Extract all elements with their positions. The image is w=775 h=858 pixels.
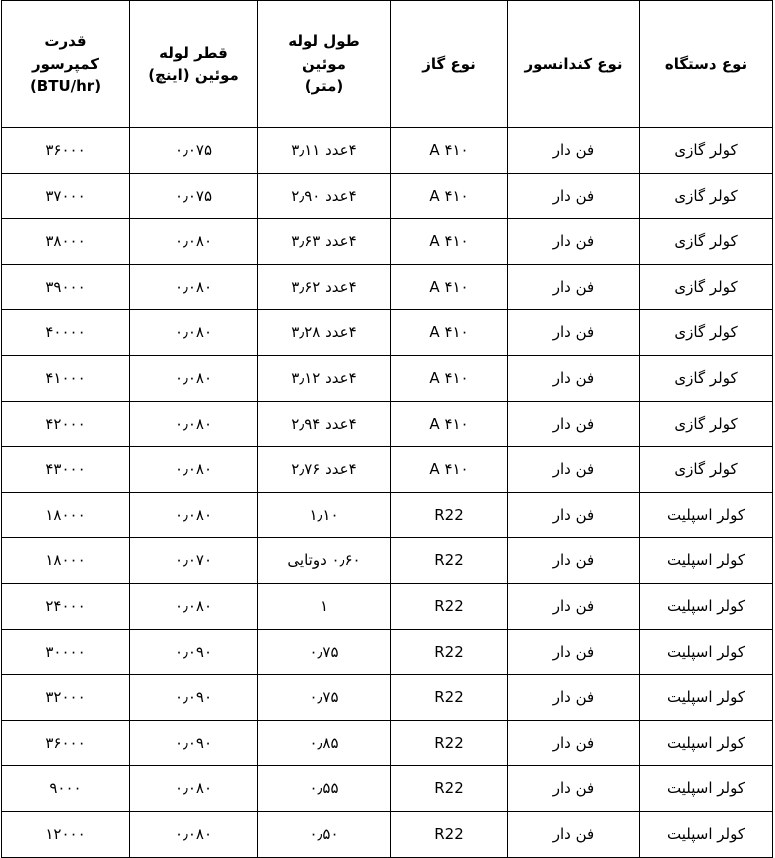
table-cell: فن دار xyxy=(508,310,640,356)
table-cell: کولر اسپلیت xyxy=(640,766,773,812)
column-header-line: طول لوله xyxy=(288,32,360,51)
table-row xyxy=(2,583,773,629)
table-cell: ۴عدد ۲٫۷۶ xyxy=(258,447,391,493)
table-cell: ۳۷۰۰۰ xyxy=(2,173,130,219)
table-cell: ۹۰۰۰ xyxy=(2,766,130,812)
table-cell: ۱۸۰۰۰ xyxy=(2,538,130,584)
table-cell: ۴۱۰ A xyxy=(391,128,508,174)
table-cell: ۴۱۰ A xyxy=(391,447,508,493)
table-cell: کولر گازی xyxy=(640,219,773,265)
table-cell: ۰٫۰۸۰ xyxy=(130,766,258,812)
table-cell: ۰٫۰۸۰ xyxy=(130,219,258,265)
table-header xyxy=(2,1,773,128)
table-cell: ۰٫۰۸۰ xyxy=(130,264,258,310)
table-row xyxy=(2,219,773,265)
table-cell: فن دار xyxy=(508,629,640,675)
table-cell: ۴۱۰ A xyxy=(391,355,508,401)
table-cell: فن دار xyxy=(508,401,640,447)
table-cell: کولر اسپلیت xyxy=(640,492,773,538)
column-header-line: قدرت xyxy=(44,32,87,51)
table-row xyxy=(2,492,773,538)
table-cell: فن دار xyxy=(508,492,640,538)
table-cell: ۰٫۰۸۰ xyxy=(130,447,258,493)
table-cell: فن دار xyxy=(508,355,640,401)
table-cell: ۳۹۰۰۰ xyxy=(2,264,130,310)
table-cell: ۴۱۰ A xyxy=(391,264,508,310)
column-header-1 xyxy=(508,1,640,128)
table-cell: R22 xyxy=(391,583,508,629)
table-cell: ۰٫۰۸۰ xyxy=(130,401,258,447)
column-header-line: نوع کندانسور xyxy=(524,54,623,73)
table-cell: کولر گازی xyxy=(640,173,773,219)
table-cell: ۴۱۰۰۰ xyxy=(2,355,130,401)
column-header-line: نوع گاز xyxy=(422,54,476,73)
table-cell: ۴عدد ۳٫۲۸ xyxy=(258,310,391,356)
table-cell: ۳۰۰۰۰ xyxy=(2,629,130,675)
column-header-line: موئین (اینچ) xyxy=(148,66,239,84)
table-cell: ۱۸۰۰۰ xyxy=(2,492,130,538)
table-cell: کولر گازی xyxy=(640,264,773,310)
table-cell: ۰٫۰۹۰ xyxy=(130,629,258,675)
table-cell: ۴عدد ۳٫۱۲ xyxy=(258,355,391,401)
column-header-line: (BTU/hr) xyxy=(29,77,102,96)
table-cell: کولر اسپلیت xyxy=(640,720,773,766)
table-cell: ۴عدد ۳٫۱۱ xyxy=(258,128,391,174)
table-cell: کولر اسپلیت xyxy=(640,538,773,584)
table-cell: فن دار xyxy=(508,219,640,265)
table-cell: ۰٫۵۵ xyxy=(258,766,391,812)
table-cell: ۴۱۰ A xyxy=(391,219,508,265)
table-cell: فن دار xyxy=(508,128,640,174)
table-row xyxy=(2,264,773,310)
table-cell: کولر گازی xyxy=(640,401,773,447)
column-header-line: قطر لوله xyxy=(159,43,228,62)
table-cell: ۰٫۰۸۰ xyxy=(130,811,258,857)
column-header-2 xyxy=(391,1,508,128)
table-cell: فن دار xyxy=(508,720,640,766)
table-row xyxy=(2,310,773,356)
table-cell: ۴عدد ۲٫۹۰ xyxy=(258,173,391,219)
table-cell: ۴۱۰ A xyxy=(391,401,508,447)
table-cell: ۰٫۰۹۰ xyxy=(130,720,258,766)
table-body xyxy=(2,128,773,858)
table-cell: ۴۲۰۰۰ xyxy=(2,401,130,447)
table-cell: فن دار xyxy=(508,583,640,629)
table-cell: R22 xyxy=(391,629,508,675)
table-row xyxy=(2,447,773,493)
table-cell: R22 xyxy=(391,766,508,812)
table-cell: ۰٫۷۵ xyxy=(258,675,391,721)
table-cell: R22 xyxy=(391,538,508,584)
column-header-0 xyxy=(640,1,773,128)
table-cell: فن دار xyxy=(508,811,640,857)
table-cell: ۴۰۰۰۰ xyxy=(2,310,130,356)
table-cell: کولر اسپلیت xyxy=(640,811,773,857)
table-cell: ۰٫۰۸۰ xyxy=(130,310,258,356)
table-cell: فن دار xyxy=(508,766,640,812)
table-cell: فن دار xyxy=(508,264,640,310)
table-cell: کولر گازی xyxy=(640,310,773,356)
table-row xyxy=(2,675,773,721)
column-header-line: (متر) xyxy=(304,77,344,96)
table-cell: ۰٫۰۸۰ xyxy=(130,492,258,538)
capillary-tube-spec-table xyxy=(1,0,773,858)
table-cell: کولر اسپلیت xyxy=(640,629,773,675)
table-cell: ۳۶۰۰۰ xyxy=(2,128,130,174)
table-cell: ۳۲۰۰۰ xyxy=(2,675,130,721)
table-cell: ۴۳۰۰۰ xyxy=(2,447,130,493)
table-cell: ۰٫۰۷۰ xyxy=(130,538,258,584)
table-row xyxy=(2,811,773,857)
table-cell: فن دار xyxy=(508,675,640,721)
table-cell: فن دار xyxy=(508,173,640,219)
table-cell: R22 xyxy=(391,675,508,721)
table-cell: ۳۸۰۰۰ xyxy=(2,219,130,265)
table-row xyxy=(2,766,773,812)
table-cell: ۴۱۰ A xyxy=(391,310,508,356)
table-cell: ۴عدد ۲٫۹۴ xyxy=(258,401,391,447)
table-cell: ۰٫۰۹۰ xyxy=(130,675,258,721)
table-cell: ۴۱۰ A xyxy=(391,173,508,219)
table-row xyxy=(2,538,773,584)
table-cell: ۲۴۰۰۰ xyxy=(2,583,130,629)
table-header-row xyxy=(2,1,773,128)
table-cell: ۳۶۰۰۰ xyxy=(2,720,130,766)
table-cell: ۱٫۱۰ xyxy=(258,492,391,538)
table-row xyxy=(2,355,773,401)
column-header-3 xyxy=(258,1,391,128)
table-cell: R22 xyxy=(391,811,508,857)
table-cell: R22 xyxy=(391,720,508,766)
table-cell: ۰٫۰۸۰ xyxy=(130,355,258,401)
table-cell: فن دار xyxy=(508,447,640,493)
table-cell: ۰٫۵۰ xyxy=(258,811,391,857)
table-cell: R22 xyxy=(391,492,508,538)
table-cell: ۰٫۰۷۵ xyxy=(130,173,258,219)
table-row xyxy=(2,173,773,219)
table-cell: ۴عدد ۳٫۶۳ xyxy=(258,219,391,265)
column-header-line: کمپرسور xyxy=(31,54,100,73)
table-cell: ۰٫۷۵ xyxy=(258,629,391,675)
column-header-4 xyxy=(130,1,258,128)
table-row xyxy=(2,128,773,174)
table-cell: کولر گازی xyxy=(640,447,773,493)
table-cell: ۰٫۰۷۵ xyxy=(130,128,258,174)
table-cell: ۰٫۸۵ xyxy=(258,720,391,766)
table-row xyxy=(2,629,773,675)
table-cell: ۱ xyxy=(258,583,391,629)
table-row xyxy=(2,720,773,766)
table-cell: کولر اسپلیت xyxy=(640,583,773,629)
table-cell: کولر اسپلیت xyxy=(640,675,773,721)
table-cell: فن دار xyxy=(508,538,640,584)
table-cell: ۱۲۰۰۰ xyxy=(2,811,130,857)
table-row xyxy=(2,401,773,447)
column-header-line: نوع دستگاه xyxy=(664,54,748,73)
table-cell: کولر گازی xyxy=(640,355,773,401)
table-cell: ۰٫۰۸۰ xyxy=(130,583,258,629)
table-cell: کولر گازی xyxy=(640,128,773,174)
table-cell: ۰٫۶۰ دوتایی xyxy=(258,538,391,584)
column-header-line: موئین xyxy=(302,54,346,73)
column-header-5 xyxy=(2,1,130,128)
table-cell: ۴عدد ۳٫۶۲ xyxy=(258,264,391,310)
